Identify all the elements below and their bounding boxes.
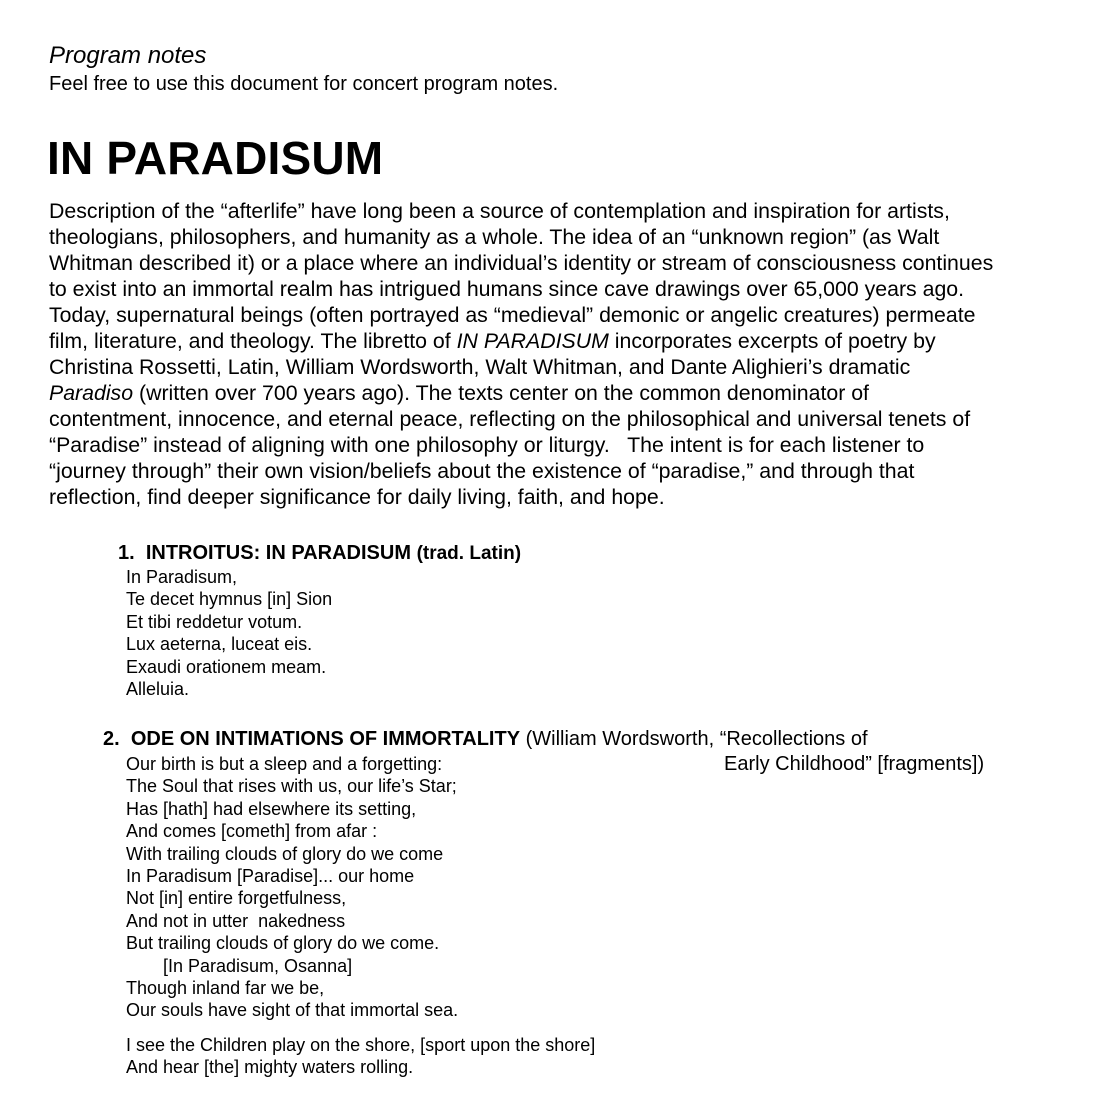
- poem-line: Exaudi orationem meam.: [126, 656, 327, 677]
- poem-line-indented: [In Paradisum, Osanna]: [163, 955, 353, 976]
- description-text: (written over 700 years ago). The texts center on the common denominator of: [133, 381, 869, 405]
- section-2-attribution: (William Wordsworth, “Recollections of: [525, 728, 868, 750]
- poem-line: But trailing clouds of glory do we come.: [126, 933, 440, 954]
- description-line: Description of the “afterlife” have long been a source of contemplation and inspiration for artists,: [49, 199, 950, 223]
- description-text: incorporates excerpts of poetry by: [608, 329, 936, 353]
- paradiso-italic: Paradiso: [49, 381, 134, 405]
- poem-line: In Paradisum [Paradise]... our home: [126, 866, 415, 887]
- libretto-title-italic: IN PARADISUM: [456, 329, 609, 353]
- description-line: Christina Rossetti, Latin, William Wordsworth, Walt Whitman, and Dante Alighieri’s dramatic: [49, 355, 911, 379]
- description-line: contentment, innocence, and eternal peace, reflecting on the philosophical and universal tenets of: [49, 407, 971, 431]
- poem-line: Et tibi reddetur votum.: [126, 611, 303, 632]
- section-1-attribution: (trad. Latin): [416, 543, 522, 564]
- latin-text: [126, 566, 332, 700]
- poem-line: Has [hath] had elsewhere its setting,: [126, 798, 417, 819]
- program-notes-subtitle: Feel free to use this document for concert program notes.: [49, 73, 559, 95]
- program-notes-heading: Program notes: [49, 42, 207, 69]
- poem-line: Te decet hymnus [in] Sion: [126, 589, 333, 610]
- poem-line: Not [in] entire forgetfulness,: [126, 888, 347, 909]
- section-2-number: 2.: [103, 728, 120, 750]
- description-paragraph: [49, 198, 1079, 510]
- ode-text-continued: [126, 1034, 595, 1079]
- description-line: [49, 380, 1079, 406]
- poem-line: The Soul that rises with us, our life’s Star;: [126, 776, 457, 797]
- description-line: [49, 328, 1079, 354]
- poem-line: And hear [the] mighty waters rolling.: [126, 1057, 414, 1078]
- description-line: reflection, find deeper significance for daily living, faith, and hope.: [49, 485, 665, 509]
- description-text: film, literature, and theology. The libretto of: [49, 329, 457, 353]
- description-line: theologians, philosophers, and humanity as a whole. The idea of an “unknown region” (as Walt: [49, 225, 940, 249]
- poem-line: And comes [cometh] from afar :: [126, 821, 378, 842]
- section-1-title: INTROITUS: IN PARADISUM: [145, 542, 411, 564]
- section-2-attribution-continued: Early Childhood” [fragments]): [724, 753, 985, 775]
- poem-line: In Paradisum,: [126, 567, 238, 587]
- description-line: “journey through” their own vision/beliefs about the existence of “paradise,” and through that: [49, 459, 915, 483]
- section-1-number: 1.: [118, 542, 135, 564]
- section-1-heading: [118, 540, 521, 567]
- section-2-title: ODE ON INTIMATIONS OF IMMORTALITY: [130, 728, 521, 750]
- poem-line: I see the Children play on the shore, [sport upon the shore]: [126, 1035, 596, 1055]
- poem-line: With trailing clouds of glory do we come: [126, 843, 444, 864]
- poem-line: Our birth is but a sleep and a forgetting:: [126, 754, 443, 774]
- poem-line: Though inland far we be,: [126, 978, 325, 999]
- description-line: Whitman described it) or a place where an individual’s identity or stream of consciousness continues: [49, 251, 994, 275]
- poem-line: Our souls have sight of that immortal sea.: [126, 1000, 459, 1021]
- page-title: IN PARADISUM: [47, 132, 384, 184]
- description-line: Today, supernatural beings (often portrayed as “medieval” demonic or angelic creatures) permeate: [49, 303, 976, 327]
- poem-line: Alleluia.: [126, 679, 190, 700]
- ode-text: [126, 753, 458, 1022]
- section-2-heading: [103, 726, 868, 752]
- description-line: “Paradise” instead of aligning with one philosophy or liturgy. The intent is for each listener to: [49, 433, 925, 457]
- description-line: to exist into an immortal realm has intrigued humans since cave drawings over 65,000 years ago.: [49, 277, 965, 301]
- poem-line: Lux aeterna, luceat eis.: [126, 634, 313, 655]
- poem-line: And not in utter nakedness: [126, 910, 346, 931]
